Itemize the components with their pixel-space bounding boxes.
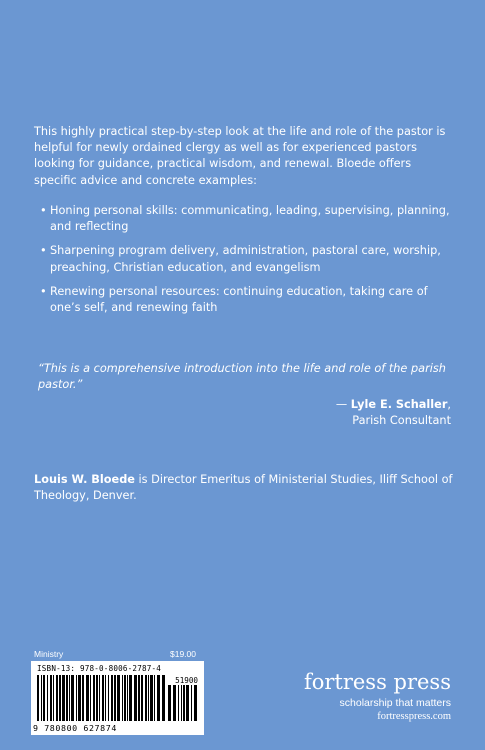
author-bio-text: is Director Emeritus of Ministerial Studies, Iliff School of Theology, Denver. — [34, 473, 453, 503]
barcode-bar — [102, 675, 104, 721]
publisher-tagline: scholarship that matters — [339, 697, 451, 709]
barcode-bar — [183, 685, 185, 721]
barcode-bar — [78, 675, 81, 721]
barcode-bar — [127, 675, 128, 721]
barcode-bar — [141, 675, 143, 721]
barcode-bar — [162, 675, 165, 721]
barcode-bar — [82, 675, 84, 721]
barcode-bar — [138, 675, 140, 721]
barcode-bar — [186, 685, 189, 721]
price-addon-bars — [168, 685, 198, 721]
barcode-bar — [43, 675, 45, 721]
barcode-bar — [134, 675, 137, 721]
barcode-bar — [145, 675, 147, 721]
endorser-name: Lyle E. Schaller — [350, 398, 448, 411]
publisher-website: fortresspress.com — [377, 711, 451, 722]
barcode-bar — [37, 675, 39, 721]
endorser-title: Parish Consultant — [352, 414, 451, 428]
barcode-bar — [194, 685, 197, 721]
ean-digits: 9 780800 627874 — [33, 723, 117, 733]
barcode-bar — [124, 675, 126, 721]
endorsement-quote: “This is a comprehensive introduction into the life and role of the parish pastor.” — [38, 362, 446, 392]
publisher-name: fortress press — [303, 670, 451, 694]
barcode-bar — [129, 675, 132, 721]
barcode-bar — [56, 675, 58, 721]
barcode-bar — [148, 675, 149, 721]
barcode-bar — [62, 675, 65, 721]
barcode-bar — [111, 675, 113, 721]
barcode-bar — [173, 685, 176, 721]
barcode-bar — [178, 685, 179, 721]
category-label: Ministry — [34, 649, 64, 659]
barcode-bar — [150, 675, 153, 721]
barcode-bar — [114, 675, 116, 721]
feature-list — [40, 203, 450, 324]
barcode-bar — [86, 675, 89, 721]
list-item: • Sharpening program delivery, administration, pastoral care, worship, preaching, Christian education, and evangelism — [40, 243, 450, 275]
book-description: This highly practical step-by-step look at the life and role of the pastor is helpful for newly ordained clergy as well as for experienced pastors looking for guidance, practical wisdom, and renewal. Bloede offers specific advice and concrete examples: — [34, 125, 446, 187]
barcode-bar — [154, 675, 155, 721]
barcode-bar — [99, 675, 100, 721]
list-item: • Renewing personal resources: continuing education, taking care of one’s self, and renewing faith — [40, 284, 450, 316]
attribution-comma: , — [447, 398, 451, 411]
price-label: $19.00 — [170, 649, 196, 659]
barcode-bar — [90, 675, 91, 721]
publisher-block — [304, 670, 451, 724]
barcode-bar — [69, 675, 70, 721]
barcode-bar — [53, 675, 54, 721]
barcode-bar — [76, 675, 77, 721]
barcode-bar — [41, 675, 42, 721]
barcode-bar — [71, 675, 74, 721]
barcode-bar — [96, 675, 98, 721]
isbn-barcode — [31, 661, 204, 735]
barcode-bar — [181, 685, 182, 721]
barcode-bar — [157, 675, 160, 721]
attribution-dash: — — [335, 398, 351, 411]
barcode-bar — [50, 675, 52, 721]
author-name: Louis W. Bloede — [34, 473, 135, 486]
barcode-bar — [66, 675, 68, 721]
barcode-bar — [47, 675, 48, 721]
ean-barcode-bars — [37, 675, 165, 721]
barcode-bar — [168, 685, 171, 721]
barcode-bar — [59, 675, 61, 721]
barcode-bar — [105, 675, 106, 721]
barcode-bar — [117, 675, 120, 721]
barcode-bar — [108, 675, 109, 721]
barcode-bar — [122, 675, 123, 721]
endorsement-attribution — [336, 397, 451, 429]
author-bio — [34, 472, 454, 504]
barcode-bar — [93, 675, 95, 721]
price-code-text: 51900 — [175, 676, 198, 685]
barcode-bar — [191, 685, 192, 721]
isbn-text: ISBN-13: 978-0-8006-2787-4 — [37, 664, 162, 673]
list-item: • Honing personal skills: communicating, leading, supervising, planning, and reflecting — [40, 203, 450, 235]
